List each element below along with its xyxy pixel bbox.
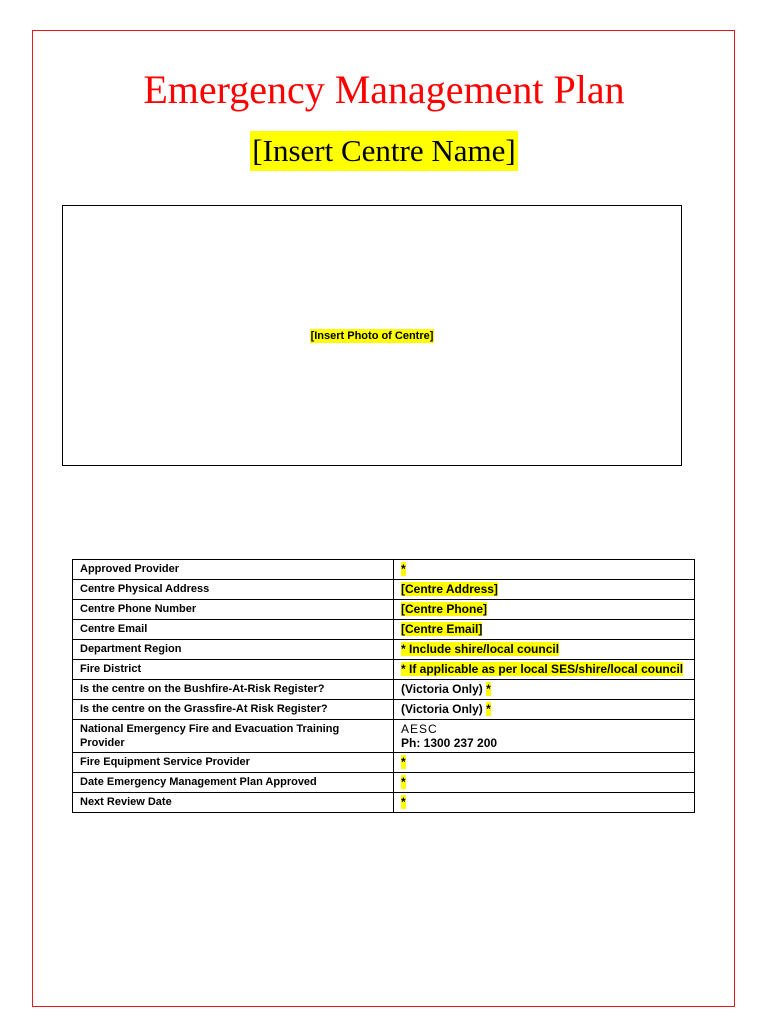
row-value — [394, 580, 695, 600]
table-row-training-provider — [73, 720, 695, 753]
centre-photo-box — [62, 205, 682, 466]
table-row-email — [73, 620, 695, 640]
row-label: Next Review Date — [73, 793, 394, 813]
row-value — [394, 773, 695, 793]
row-value — [394, 700, 695, 720]
table-row-fire-district — [73, 660, 695, 680]
table-row-address — [73, 580, 695, 600]
row-value — [394, 793, 695, 813]
department-region-value: * Include shire/local council — [401, 642, 560, 656]
equipment-provider-value: * — [401, 755, 406, 769]
table-row-region — [73, 640, 695, 660]
row-label: Fire Equipment Service Provider — [73, 753, 394, 773]
centre-name-placeholder: [Insert Centre Name] — [250, 131, 517, 171]
row-label: Is the centre on the Grassfire-At Risk Register? — [73, 700, 394, 720]
review-date-value: * — [401, 795, 406, 809]
victoria-only-note: (Victoria Only) — [401, 702, 487, 716]
row-label: National Emergency Fire and Evacuation Training Provider — [73, 720, 394, 753]
document-title: Emergency Management Plan — [143, 67, 625, 112]
row-value — [394, 640, 695, 660]
table-row-approved-provider — [73, 560, 695, 580]
row-label: Department Region — [73, 640, 394, 660]
victoria-only-note: (Victoria Only) — [401, 682, 487, 696]
row-value — [394, 680, 695, 700]
centre-email-value: [Centre Email] — [401, 622, 483, 636]
bushfire-register-value: * — [486, 682, 491, 696]
training-provider-name: AESC — [401, 722, 438, 736]
row-label: Centre Physical Address — [73, 580, 394, 600]
row-label: Date Emergency Management Plan Approved — [73, 773, 394, 793]
page-border — [32, 30, 735, 1007]
row-label: Is the centre on the Bushfire-At-Risk Register? — [73, 680, 394, 700]
table-row-approval-date — [73, 773, 695, 793]
approval-date-value: * — [401, 775, 406, 789]
row-value — [394, 753, 695, 773]
table-row-phone — [73, 600, 695, 620]
row-label: Centre Phone Number — [73, 600, 394, 620]
table-row-grassfire — [73, 700, 695, 720]
centre-phone-value: [Centre Phone] — [401, 602, 488, 616]
row-value — [394, 560, 695, 580]
centre-info-table — [72, 559, 695, 813]
photo-placeholder-label: [Insert Photo of Centre] — [310, 329, 434, 342]
centre-address-value: [Centre Address] — [401, 582, 498, 596]
subtitle-container — [0, 131, 768, 171]
approved-provider-value: * — [401, 562, 406, 576]
row-label: Centre Email — [73, 620, 394, 640]
row-label: Approved Provider — [73, 560, 394, 580]
row-value — [394, 600, 695, 620]
table-row-review-date — [73, 793, 695, 813]
grassfire-register-value: * — [486, 702, 491, 716]
table-row-equipment-provider — [73, 753, 695, 773]
row-value — [394, 620, 695, 640]
table-row-bushfire — [73, 680, 695, 700]
fire-district-value: * If applicable as per local SES/shire/local council — [401, 662, 684, 676]
training-provider-phone: Ph: 1300 237 200 — [401, 736, 498, 750]
row-label: Fire District — [73, 660, 394, 680]
row-value — [394, 660, 695, 680]
row-value — [394, 720, 695, 753]
